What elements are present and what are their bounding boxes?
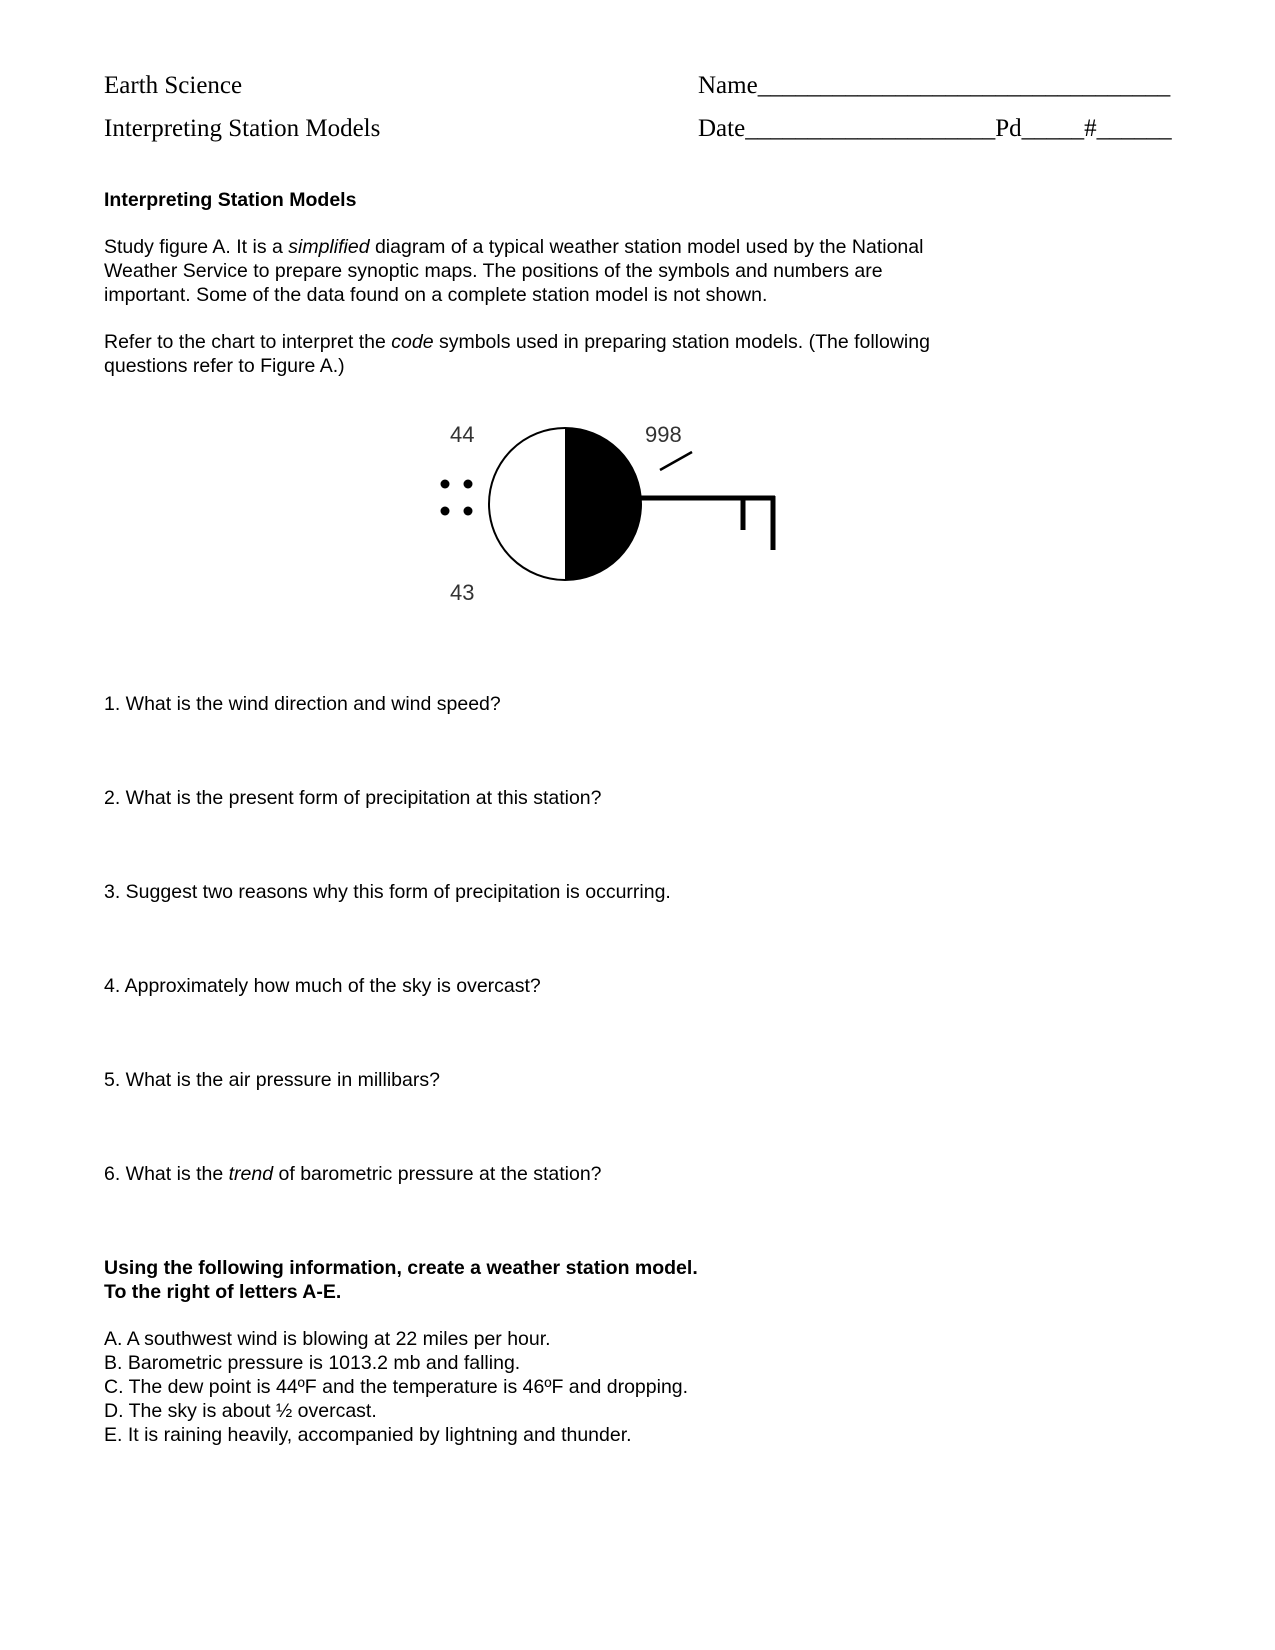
name-blank[interactable]: _________________________________ (757, 72, 1171, 99)
date-blank[interactable]: ____________________ (745, 115, 996, 142)
list-item: A. A southwest wind is blowing at 22 miles per hour. (104, 1328, 551, 1350)
question-4: 4. Approximately how much of the sky is overcast? (104, 975, 541, 997)
intro-paragraph-1: Study figure A. It is a simplified diagram of a typical weather station model used by the National Weather Service to prepare synoptic maps. The positions of the symbols and numbers are important. Some of the data found on a complete station model is not shown. (104, 236, 924, 306)
task-line-1: Using the following information, create a weather station model. (104, 1257, 698, 1279)
temperature-label: 44 (450, 422, 475, 447)
pd-label: Pd (995, 115, 1022, 142)
question-3: 3. Suggest two reasons why this form of precipitation is occurring. (104, 881, 671, 903)
number-label: # (1084, 115, 1097, 142)
number-blank[interactable]: ______ (1096, 115, 1172, 142)
emphasis-simplified: simplified (288, 236, 370, 258)
intro-paragraph-2: Refer to the chart to interpret the code symbols used in preparing station models. (The following questions refer to Figure A.) (104, 331, 930, 377)
date-label: Date (698, 115, 746, 142)
list-item: C. The dew point is 44ºF and the temperature is 46ºF and dropping. (104, 1376, 689, 1398)
pressure-tendency-mark (660, 452, 692, 470)
pd-blank[interactable]: _____ (1021, 115, 1085, 142)
list-item: D. The sky is about ½ overcast. (104, 1400, 377, 1422)
task-line-2: To the right of letters A-E. (104, 1281, 342, 1303)
emphasis-code: code (391, 331, 434, 353)
worksheet-title: Interpreting Station Models (104, 115, 381, 142)
list-item: B. Barometric pressure is 1013.2 mb and falling. (104, 1352, 521, 1374)
question-1: 1. What is the wind direction and wind speed? (104, 693, 501, 715)
section-heading: Interpreting Station Models (104, 189, 357, 211)
wind-barb-icon (640, 496, 775, 550)
cloud-cover-circle-icon (489, 428, 641, 580)
dew-point-label: 43 (450, 580, 475, 605)
course-title: Earth Science (104, 72, 243, 99)
date-period-field[interactable] (698, 115, 1172, 143)
question-6: 6. What is the trend of barometric pressure at the station? (104, 1163, 602, 1185)
question-2: 2. What is the present form of precipitation at this station? (104, 787, 602, 809)
task-instructions (104, 1256, 1004, 1304)
name-field[interactable] (698, 72, 1170, 100)
precipitation-rain-dots-icon (441, 480, 473, 516)
emphasis-trend: trend (228, 1163, 274, 1185)
list-item: E. It is raining heavily, accompanied by lightning and thunder. (104, 1424, 632, 1446)
pressure-label: 998 (645, 422, 682, 447)
question-5: 5. What is the air pressure in millibars? (104, 1069, 440, 1091)
station-model-figure (420, 420, 790, 610)
task-list (104, 1327, 1004, 1447)
name-label: Name (698, 72, 758, 99)
